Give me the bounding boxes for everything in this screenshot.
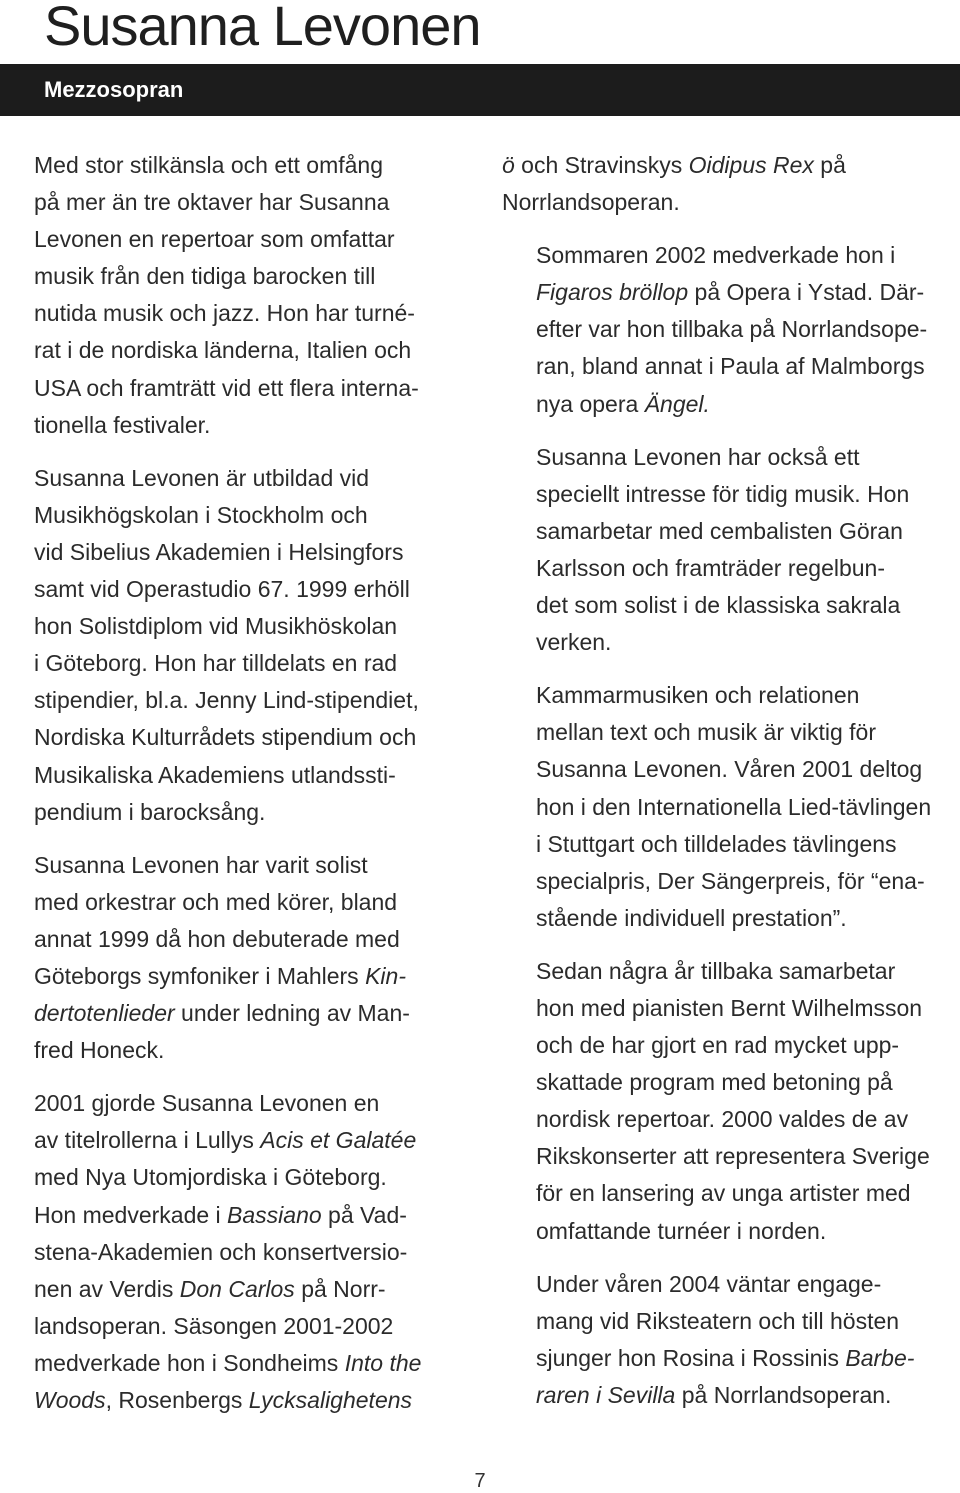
text-run: sjunger hon Rosina i Rossinis bbox=[536, 1344, 846, 1371]
text-run: omfattande turnéer i norden. bbox=[536, 1217, 827, 1244]
text-line bbox=[502, 1303, 954, 1340]
text-line bbox=[502, 624, 954, 661]
text-run: på Norrlandsoperan. bbox=[675, 1381, 892, 1408]
text-run: stena-Akademien och konsertversio- bbox=[34, 1238, 408, 1265]
text-run: stående individuell prestation”. bbox=[536, 904, 847, 931]
text-line bbox=[0, 608, 452, 645]
text-run: på Vad- bbox=[321, 1201, 407, 1228]
italic-title: Kin- bbox=[365, 962, 406, 989]
text-line bbox=[0, 407, 452, 444]
text-line bbox=[502, 863, 954, 900]
text-run: mellan text och musik är viktig för bbox=[536, 719, 877, 746]
text-run: efter var hon tillbaka på Norrlandsope- bbox=[536, 316, 928, 343]
left-column bbox=[0, 147, 452, 1435]
text-run: i Göteborg. Hon har tilldelats en rad bbox=[34, 650, 398, 677]
text-line bbox=[0, 1122, 452, 1159]
text-run: fred Honeck. bbox=[34, 1037, 165, 1064]
italic-title: Ängel. bbox=[644, 390, 710, 417]
text-line bbox=[0, 847, 452, 884]
text-run: och Stravinskys bbox=[514, 152, 689, 178]
text-line bbox=[0, 794, 452, 831]
paragraph bbox=[0, 1085, 452, 1419]
text-line bbox=[502, 386, 954, 423]
text-run: Rikskonserter att representera Sverige bbox=[536, 1143, 930, 1170]
text-run: samarbetar med cembalisten Göran bbox=[536, 517, 903, 544]
text-line bbox=[502, 953, 954, 990]
text-line bbox=[502, 900, 954, 937]
text-run: Sommaren 2002 medverkade hon i bbox=[536, 242, 896, 269]
text-run: under ledning av Man- bbox=[174, 1000, 410, 1027]
text-run: på Norr- bbox=[294, 1275, 386, 1302]
italic-title: Oidipus Rex bbox=[688, 152, 814, 178]
text-line bbox=[0, 1032, 452, 1069]
text-run: Göteborgs symfoniker i Mahlers bbox=[34, 962, 366, 989]
paragraph bbox=[502, 147, 954, 221]
text-run: annat 1999 då hon debuterade med bbox=[34, 925, 400, 952]
text-line bbox=[0, 1382, 452, 1419]
text-run: Under våren 2004 väntar engage- bbox=[536, 1270, 882, 1297]
text-line bbox=[502, 1064, 954, 1101]
text-run: nya opera bbox=[536, 390, 645, 417]
text-line bbox=[0, 958, 452, 995]
text-run: Nordiska Kulturrådets stipendium och bbox=[34, 724, 417, 751]
text-run: med orkestrar och med körer, bland bbox=[34, 888, 398, 915]
text-run: Sedan några år tillbaka samarbetar bbox=[536, 957, 896, 984]
italic-title: raren i Sevilla bbox=[536, 1381, 676, 1408]
italic-title: Don Carlos bbox=[179, 1275, 295, 1302]
text-run: Karlsson och framträder regelbun- bbox=[536, 554, 885, 581]
text-line bbox=[0, 1234, 452, 1271]
text-run: speciellt intresse för tidig musik. Hon bbox=[536, 480, 910, 507]
paragraph bbox=[0, 147, 452, 444]
text-run: Susanna Levonen är utbildad vid bbox=[34, 464, 370, 491]
text-line bbox=[502, 348, 954, 385]
text-line bbox=[0, 719, 452, 756]
text-line bbox=[0, 497, 452, 534]
text-line bbox=[502, 1340, 954, 1377]
text-line bbox=[502, 513, 954, 550]
text-run: av titelrollerna i Lullys bbox=[34, 1127, 261, 1154]
text-run: Susanna Levonen har också ett bbox=[536, 443, 860, 470]
text-line bbox=[502, 789, 954, 826]
italic-title: Acis et Galatée bbox=[260, 1127, 417, 1154]
paragraph bbox=[502, 953, 954, 1250]
text-line bbox=[0, 1345, 452, 1382]
italic-title: dertotenlieder bbox=[34, 1000, 175, 1027]
text-run: medverkade hon i Sondheims bbox=[34, 1349, 345, 1376]
text-run: Susanna Levonen. Våren 2001 deltog bbox=[536, 756, 923, 783]
text-run: vid Sibelius Akademien i Helsingfors bbox=[34, 538, 404, 565]
text-run: nen av Verdis bbox=[34, 1275, 180, 1302]
text-run: Musikaliska Akademiens utlandssti- bbox=[34, 761, 396, 788]
text-line bbox=[502, 1138, 954, 1175]
text-line bbox=[0, 1271, 452, 1308]
text-line bbox=[0, 921, 452, 958]
text-run: USA och framträtt vid ett flera interna- bbox=[34, 374, 419, 401]
text-line bbox=[0, 571, 452, 608]
text-run: rat i de nordiska länderna, Italien och bbox=[34, 337, 412, 364]
italic-title: Bassiano bbox=[227, 1201, 322, 1228]
italic-title: Barbe- bbox=[845, 1344, 915, 1371]
text-line bbox=[502, 311, 954, 348]
text-line bbox=[0, 645, 452, 682]
page-number: 7 bbox=[474, 1470, 486, 1492]
text-run: på mer än tre oktaver har Susanna bbox=[34, 189, 390, 216]
text-run: musik från den tidiga barocken till bbox=[34, 263, 376, 290]
text-run: ran, bland annat i Paula af Malmborgs bbox=[536, 353, 925, 380]
text-line bbox=[0, 258, 452, 295]
text-line bbox=[502, 1377, 954, 1414]
text-run: nordisk repertoar. 2000 valdes de av bbox=[536, 1106, 909, 1133]
text-run: tionella festivaler. bbox=[34, 411, 211, 438]
text-run: , Rosenbergs bbox=[105, 1387, 249, 1413]
text-line bbox=[502, 147, 954, 184]
text-line bbox=[502, 587, 954, 624]
text-run: verken. bbox=[536, 629, 612, 656]
paragraph bbox=[502, 237, 954, 422]
text-run: på bbox=[813, 152, 846, 178]
paragraph bbox=[502, 1266, 954, 1414]
text-line bbox=[0, 1308, 452, 1345]
paragraph bbox=[0, 460, 452, 831]
text-run: specialpris, Der Sängerpreis, för “ena- bbox=[536, 867, 925, 894]
text-run: skattade program med betoning på bbox=[536, 1069, 893, 1096]
text-line bbox=[502, 439, 954, 476]
text-line bbox=[0, 460, 452, 497]
voice-type-banner bbox=[0, 64, 960, 116]
text-run: samt vid Operastudio 67. 1999 erhöll bbox=[34, 576, 410, 603]
text-line bbox=[0, 147, 452, 184]
text-line bbox=[502, 826, 954, 863]
text-line bbox=[502, 990, 954, 1027]
italic-title: ö bbox=[502, 152, 515, 178]
text-line bbox=[0, 534, 452, 571]
text-run: landsoperan. Säsongen 2001-2002 bbox=[34, 1312, 394, 1339]
text-line bbox=[502, 550, 954, 587]
text-line bbox=[502, 1101, 954, 1138]
text-run: hon i den Internationella Lied-tävlingen bbox=[536, 793, 932, 820]
text-line bbox=[0, 1197, 452, 1234]
text-line bbox=[502, 274, 954, 311]
text-line bbox=[0, 884, 452, 921]
text-line bbox=[0, 370, 452, 407]
text-line bbox=[502, 751, 954, 788]
text-run: nutida musik och jazz. Hon har turné- bbox=[34, 300, 415, 327]
text-line bbox=[0, 221, 452, 258]
text-line bbox=[502, 1213, 954, 1250]
text-line bbox=[0, 682, 452, 719]
paragraph bbox=[502, 439, 954, 662]
text-line bbox=[0, 995, 452, 1032]
text-run: Levonen en repertoar som omfattar bbox=[34, 226, 395, 253]
text-run: hon med pianisten Bernt Wilhelmsson bbox=[536, 994, 923, 1021]
voice-type-label: Mezzosopran bbox=[44, 77, 184, 102]
text-line bbox=[0, 184, 452, 221]
text-run: Kammarmusiken och relationen bbox=[536, 682, 860, 709]
text-run: pendium i barocksång. bbox=[34, 798, 266, 825]
text-run: i Stuttgart och tilldelades tävlingens bbox=[536, 830, 897, 857]
text-line bbox=[0, 332, 452, 369]
page-title: Susanna Levonen bbox=[44, 0, 481, 57]
text-run: Susanna Levonen har varit solist bbox=[34, 851, 368, 878]
text-run: med Nya Utomjordiska i Göteborg. bbox=[34, 1164, 387, 1191]
paragraph bbox=[502, 677, 954, 937]
text-line bbox=[0, 757, 452, 794]
text-line bbox=[502, 1175, 954, 1212]
text-run: stipendier, bl.a. Jenny Lind-stipendiet, bbox=[34, 687, 419, 714]
italic-title: Lycksalighetens bbox=[248, 1387, 413, 1413]
text-line bbox=[502, 677, 954, 714]
text-line bbox=[502, 184, 954, 221]
text-line bbox=[502, 1266, 954, 1303]
text-line bbox=[0, 1159, 452, 1196]
italic-title: Figaros bröllop bbox=[536, 279, 689, 306]
text-run: det som solist i de klassiska sakrala bbox=[536, 592, 901, 619]
italic-title: Woods bbox=[34, 1387, 106, 1413]
text-run: för en lansering av unga artister med bbox=[536, 1180, 911, 1207]
text-line bbox=[0, 1085, 452, 1122]
text-run: Norrlandsoperan. bbox=[502, 189, 680, 216]
text-run: på Opera i Ystad. Där- bbox=[688, 279, 925, 306]
italic-title: Into the bbox=[344, 1349, 422, 1376]
text-run: hon Solistdiplom vid Musikhöskolan bbox=[34, 613, 398, 640]
text-line bbox=[0, 295, 452, 332]
text-line bbox=[502, 476, 954, 513]
text-run: Med stor stilkänsla och ett omfång bbox=[34, 152, 383, 178]
text-run: mang vid Riksteatern och till hösten bbox=[536, 1307, 900, 1334]
text-run: Musikhögskolan i Stockholm och bbox=[34, 501, 368, 528]
text-line bbox=[502, 714, 954, 751]
paragraph bbox=[0, 847, 452, 1070]
text-run: och de har gjort en rad mycket upp- bbox=[536, 1032, 900, 1059]
text-line bbox=[502, 237, 954, 274]
text-line bbox=[502, 1027, 954, 1064]
right-column bbox=[502, 147, 954, 1430]
text-run: 2001 gjorde Susanna Levonen en bbox=[34, 1090, 380, 1117]
text-run: Hon medverkade i bbox=[34, 1201, 228, 1228]
